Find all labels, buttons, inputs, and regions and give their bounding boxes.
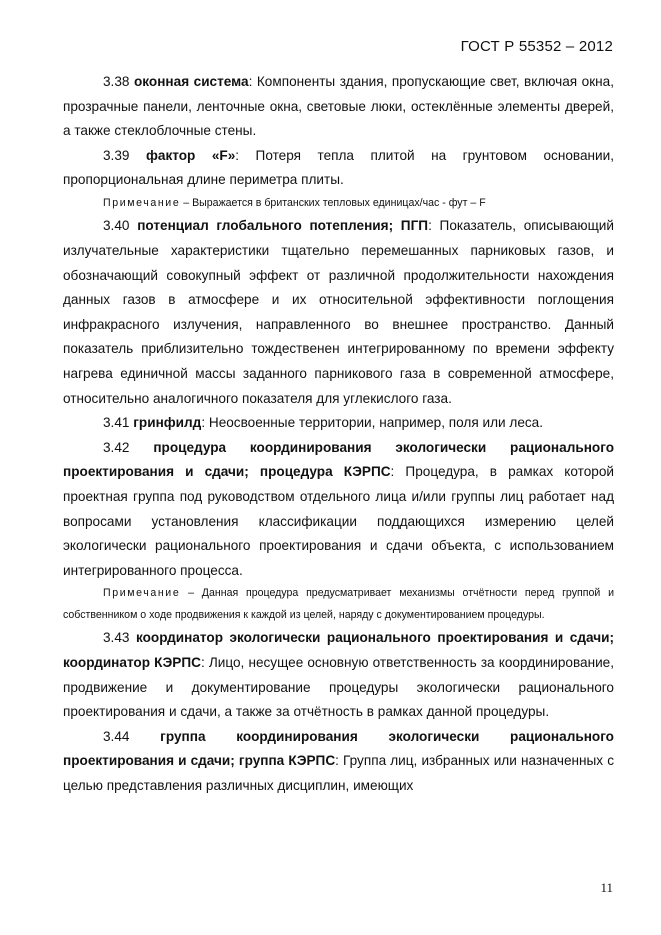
entry-term: процедура координирования экологически рационального проектирования и сдачи; процедура КЭРПС xyxy=(63,439,614,480)
entry-number: 3.39 xyxy=(103,147,130,163)
entry-term: потенциал глобального потепления; ПГП xyxy=(137,218,429,234)
entry-definition: Компоненты здания, пропускающие свет, включая окна, прозрачные панели, ленточные окна, световые люки, остеклённые элементы дверей, а также стеклоблочные стены. xyxy=(63,74,614,139)
entry-term: группа координирования экологически рационального проектирования и сдачи; группа КЭРПС xyxy=(63,728,614,769)
entry-definition: Лицо, несущее основную ответственность за координирование, продвижение и документирование процедуры экологически рационального проектирования и сдачи, а также за отчётность в рамках данной процедуры. xyxy=(63,654,615,720)
entry-definition: Показатель, описывающий излучательные характеристики тщательно перемешанных парниковых газов, и обозначающий совокупный эффект от различной продолжительности нахождения данных газов в атмосфере и их относительной эффективности поглощения инфракрасного излучения, направленного во внешнее пространство. Данный показатель приблизительно тождественен интегрированному по времени эффекту нагрева единичной массы заданного парникового газа в современной атмосфере, относительно аналогичного показателя для углекислого газа. xyxy=(63,218,614,406)
note-text: – Выражается в британских тепловых единицах/час - фут – F xyxy=(180,196,486,209)
entry-term: координатор экологически рационального проектирования и сдачи; координатор КЭРПС xyxy=(63,630,614,670)
entry-3-38: 3.38 оконная система: Компоненты здания, пропускающие свет, включая окна, прозрачные панели, ленточные окна, световые люки, остеклённые элементы дверей, а также стеклоблочные стены. xyxy=(63,70,614,144)
entry-3-44: 3.44 группа координирования экологически рационального проектирования и сдачи; группа КЭРПС: Группа лиц, избранных или назначенных с целью представления различных дисциплин, имеющих xyxy=(63,725,614,799)
entry-3-40: 3.40 потенциал глобального потепления; ПГП: Показатель, описывающий излучательные характеристики тщательно перемешанных парниковых газов, и обозначающий совокупный эффект от различной продолжительности нахождения данных газов в атмосфере и их относительной эффективности поглощения инфракрасного излучения, направленного во внешнее пространство. Данный показатель приблизительно тождественен интегрированному по времени эффекту нагрева единичной массы заданного парникового газа в современной атмосфере, относительно аналогичного показателя для углекислого газа. xyxy=(63,214,614,411)
entry-3-42: 3.42 процедура координирования экологически рационального проектирования и сдачи; процедура КЭРПС: Процедура, в рамках которой проектная группа под руководством отдельного лица и/или группы лиц работает над вопросами установления классификации поддающихся измерению целей экологически рационального проектирования и сдачи объекта, с использованием интегрированного процесса. xyxy=(63,436,614,584)
entry-number: 3.40 xyxy=(103,218,130,234)
entry-term: фактор «F» xyxy=(145,147,236,163)
entry-3-39: 3.39 фактор «F»: Потеря тепла плитой на грунтовом основании, пропорциональная длине периметра плиты. xyxy=(63,144,614,193)
page-number: 11 xyxy=(600,880,613,895)
entry-definition: Группа лиц, избранных или назначенных с целью представления различных дисциплин, имеющих xyxy=(63,753,614,793)
entry-number: 3.43 xyxy=(103,630,130,646)
entry-definition: Потеря тепла плитой на грунтовом основании, пропорциональная длине периметра плиты. xyxy=(63,147,614,188)
entry-3-41: 3.41 гринфилд: Неосвоенные территории, например, поля или леса. xyxy=(63,411,614,436)
note-3-39 xyxy=(63,193,614,215)
entry-term: гринфилд xyxy=(133,415,202,431)
note-text: – Данная процедура предусматривает механизмы отчётности перед группой и собственником о ходе продвижения к каждой из целей, наряду с документированием процедуры. xyxy=(63,587,614,621)
entry-definition: Неосвоенные территории, например, поля или леса. xyxy=(205,415,544,431)
entry-3-43: 3.43 координатор экологически рационального проектирования и сдачи; координатор КЭРПС: Лицо, несущее основную ответственность за координирование, продвижение и документирование процедуры экологически рационального проектирования и сдачи, а также за отчётность в рамках данной процедуры. xyxy=(63,626,614,724)
entry-number: 3.38 xyxy=(103,74,130,89)
entry-number: 3.41 xyxy=(103,415,130,431)
entry-number: 3.42 xyxy=(103,439,130,455)
note-3-42 xyxy=(63,583,614,626)
note-label: Примечание xyxy=(103,587,181,600)
page-content xyxy=(63,70,614,799)
entry-term: оконная система xyxy=(133,74,249,89)
document-header: ГОСТ Р 55352 – 2012 xyxy=(460,38,613,55)
entry-number: 3.44 xyxy=(103,728,130,744)
entry-definition: Процедура, в рамках которой проектная группа под руководством отдельного лица и/или группы лиц работает над вопросами установления классификации поддающихся измерению целей экологически рационального проектирования и сдачи объекта, с использованием интегрированного процесса. xyxy=(63,464,614,578)
note-label: Примечание xyxy=(103,196,181,209)
